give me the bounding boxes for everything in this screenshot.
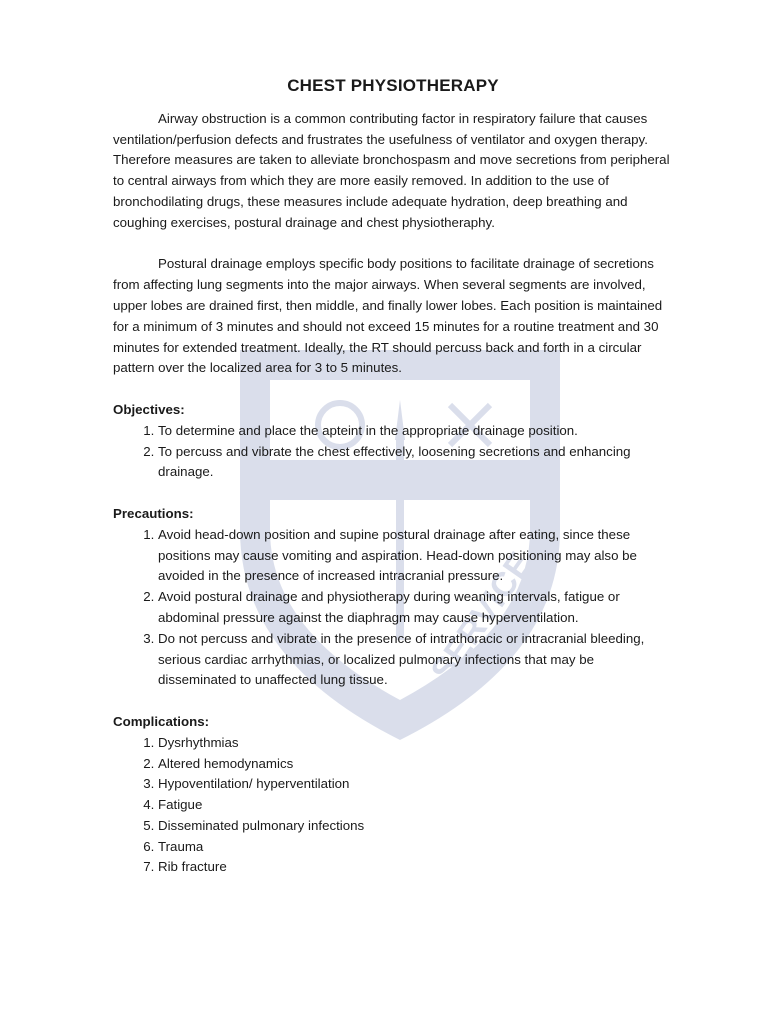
list-item: 1. Avoid head-down position and supine postural drainage after eating, since these positions may cause vomiting and aspiration. Head-down positioning may also be avoided in the presence of increased intracranial pressure.	[158, 525, 673, 587]
list-item: 3. Do not percuss and vibrate in the presence of intrathoracic or intracranial bleeding, serious cardiac arrhythmias, or localized pulmonary infections that may be disseminated to unaffected lung tissue.	[158, 629, 673, 691]
list-item: 5. Disseminated pulmonary infections	[158, 816, 673, 837]
document-page	[113, 76, 673, 878]
objectives-heading: Objectives:	[113, 401, 185, 417]
list-item: 2. To percuss and vibrate the chest effectively, loosening secretions and enhancing drainage.	[158, 442, 673, 484]
intro-paragraph: Airway obstruction is a common contributing factor in respiratory failure that causes ventilation/perfusion defects and frustrates the usefulness of ventilator and oxygen therapy. Therefore measures are taken to alleviate bronchospasm and move secretions from peripheral to central airways from which they are more easily removed. In addition to the use of bronchodilating drugs, these measures include adequate hydration, deep breathing and coughing exercises, postural drainage and chest physiotheraphy.	[113, 110, 670, 230]
list-item: 4. Fatigue	[158, 795, 673, 816]
complications-heading: Complications:	[113, 713, 210, 729]
list-item: 2. Altered hemodynamics	[158, 754, 673, 775]
list-item: 7. Rib fracture	[158, 857, 673, 878]
list-item: 6. Trauma	[158, 837, 673, 858]
postural-drainage-paragraph: Postural drainage employs specific body positions to facilitate drainage of secretions from affecting lung segments into the major airways. When several segments are involved, upper lobes are drained first, then middle, and finally lower lobes. Each position is maintained for a minimum of 3 minutes and should not exceed 15 minutes for a routine treatment and 30 minutes for extended treatment. Ideally, the RT should percuss back and forth in a circular pattern over the localized area for 3 to 5 minutes.	[113, 256, 663, 376]
watermark-text: SERVICE	[423, 545, 540, 689]
objectives-list	[113, 421, 673, 483]
complications-list	[113, 733, 673, 879]
list-item: 3. Hypoventilation/ hyperventilation	[158, 774, 673, 795]
precautions-list	[113, 525, 673, 691]
list-item: 1. To determine and place the apteint in the appropriate drainage position.	[158, 421, 673, 442]
list-item: 1. Dysrhythmias	[158, 733, 673, 754]
precautions-heading: Precautions:	[113, 505, 194, 521]
list-item: 2. Avoid postural drainage and physiotherapy during weaning intervals, fatigue or abdominal pressure against the diaphragm may cause hyperventilation.	[158, 587, 673, 629]
page-title: CHEST PHYSIOTHERAPY	[287, 76, 499, 95]
